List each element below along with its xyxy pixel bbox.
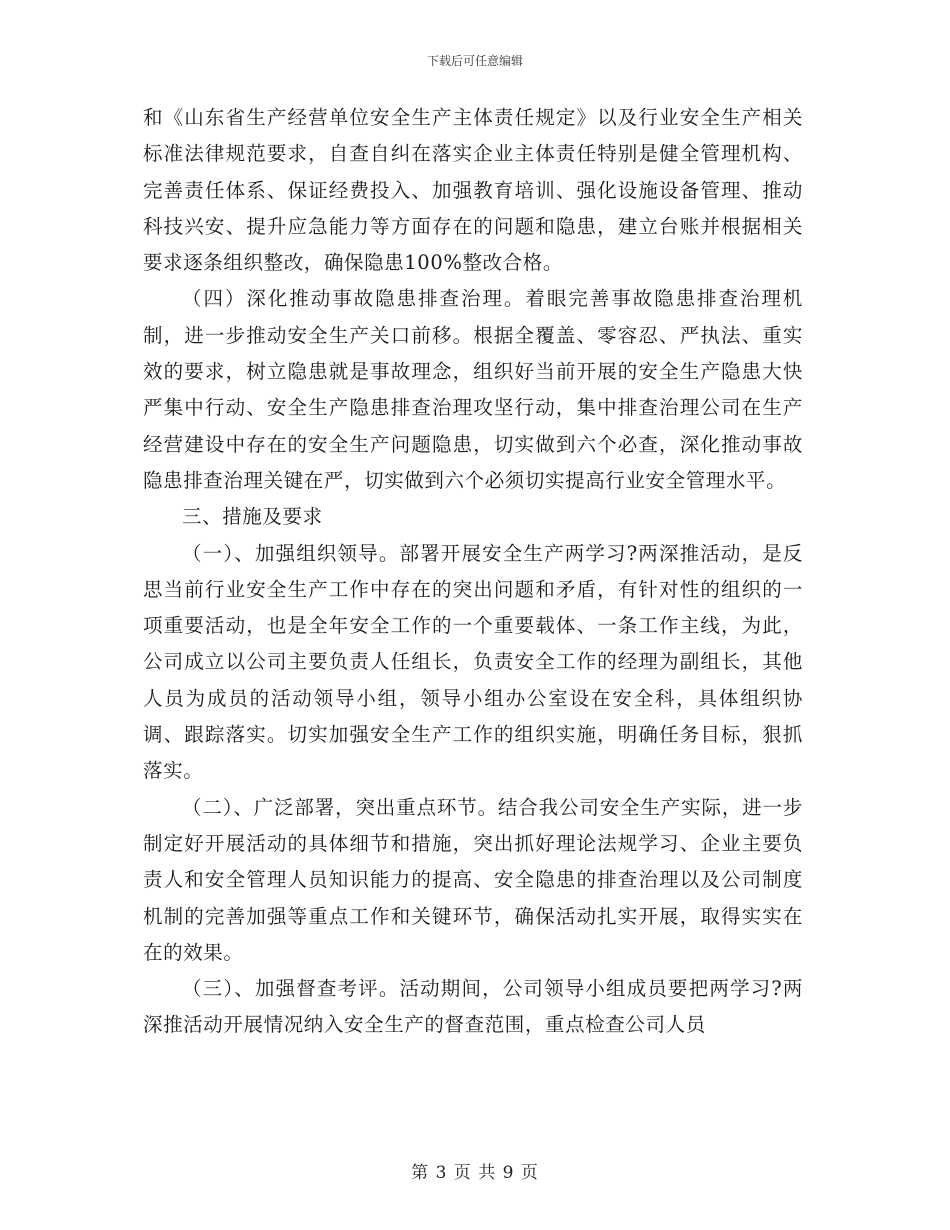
paragraph-5: （三）、加强督查考评。活动期间，公司领导小组成员要把两学习?两深推活动开展情况纳入安全生产的督查范围，重点检查公司人员 bbox=[143, 977, 803, 1037]
paragraph-1: 和《山东省生产经营单位安全生产主体责任规定》以及行业安全生产相关标准法律规范要求，自查自纠在落实企业主体责任特别是健全管理机构、完善责任体系、保证经费投入、加强教育培训、强化设施设备管理、推动科技兴安、提升应急能力等方面存在的问题和隐患，建立台账并根据相关要求逐条组织整改，确保隐患100%整改合格。 bbox=[143, 106, 803, 275]
section-heading: 三、措施及要求 bbox=[182, 505, 323, 529]
paragraph-4: （二）、广泛部署，突出重点环节。结合我公司安全生产实际，进一步制定好开展活动的具体细节和措施，突出抓好理论法规学习、企业主要负责人和安全管理人员知识能力的提高、安全隐患的排查治理以及公司制度机制的完善加强等重点工作和关键环节，确保活动扎实开展，取得实实在在的效果。 bbox=[143, 795, 803, 964]
paragraph-2: （四）深化推动事故隐患排查治理。着眼完善事故隐患排查治理机制，进一步推动安全生产关口前移。根据全覆盖、零容忍、严执法、重实效的要求，树立隐患就是事故理念，组织好当前开展的安全生产隐患大快严集中行动、安全生产隐患排查治理攻坚行动，集中排查治理公司在生产经营建设中存在的安全生产问题隐患，切实做到六个必查，深化推动事故隐患排查治理关键在严，切实做到六个必须切实提高行业安全管理水平。 bbox=[143, 287, 803, 492]
page-header-note: 下载后可任意编辑 bbox=[426, 54, 523, 68]
document-body bbox=[143, 100, 803, 1044]
page-number: 第 3 页 共 9 页 bbox=[411, 1163, 539, 1183]
paragraph-3: （一）、加强组织领导。部署开展安全生产两学习?两深推活动，是反思当前行业安全生产工作中存在的突出问题和矛盾，有针对性的组织的一项重要活动，也是全年安全工作的一个重要载体、一条工作主线，为此，公司成立以公司主要负责人任组长，负责安全工作的经理为副组长，其他人员为成员的活动领导小组，领导小组办公室设在安全科，具体组织协调、跟踪落实。切实加强安全生产工作的组织实施，明确任务目标，狠抓落实。 bbox=[143, 541, 803, 783]
